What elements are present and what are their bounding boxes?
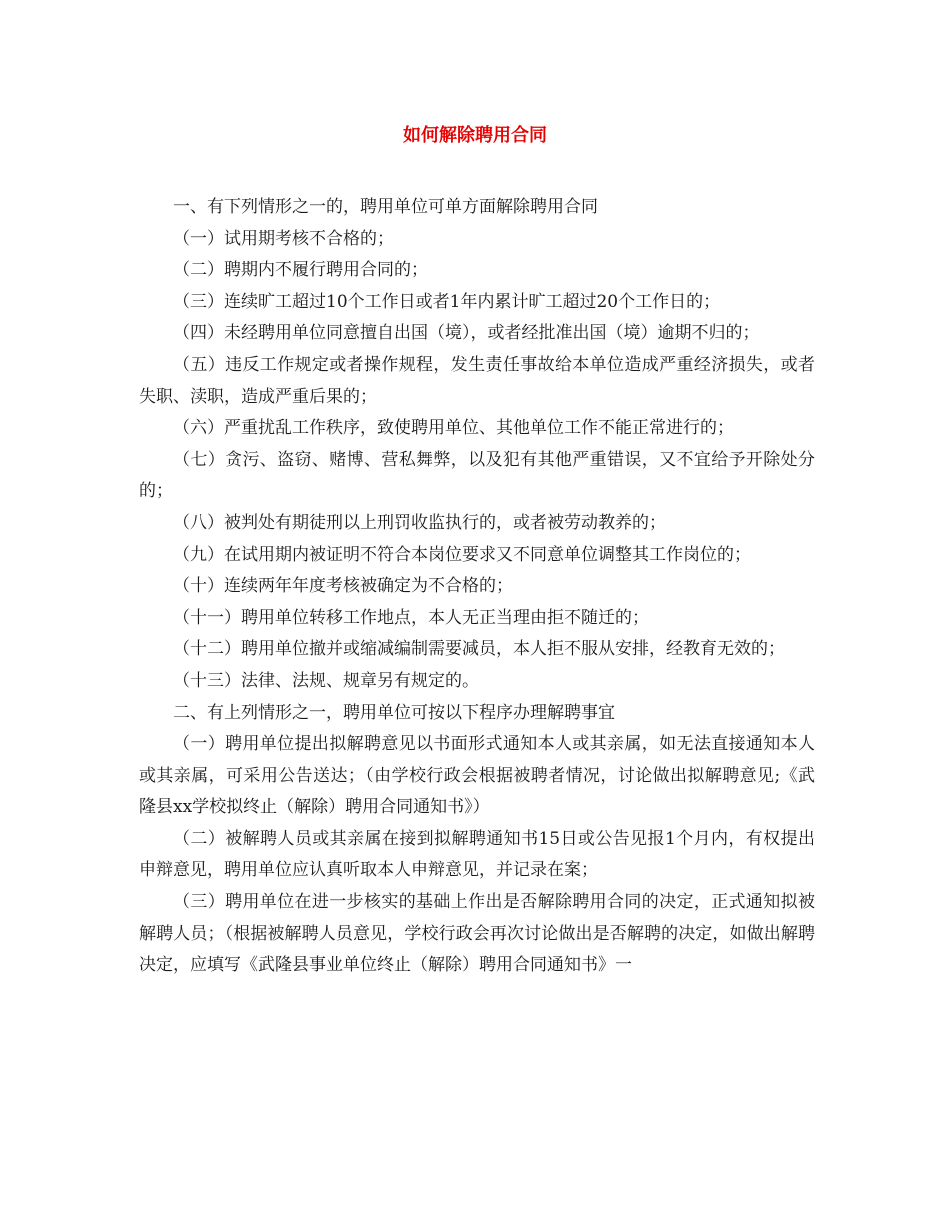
paragraph: （十三）法律、法规、规章另有规定的。 (173, 670, 479, 691)
paragraph: （四）未经聘用单位同意擅自出国（境），或者经批准出国（境）逾期不归的； (173, 323, 760, 344)
paragraph: （九）在试用期内被证明不符合本岗位要求又不同意单位调整其工作岗位的； (173, 544, 751, 565)
paragraph: （一）聘用单位提出拟解聘意见以书面形式通知本人或其亲属，如无法直接通知本人或其亲属，可采用公告送达；（由学校行政会根据被聘者情况，讨论做出拟解聘意见;《武隆县xx学校拟终止（解除）聘用合同通知书》） (139, 734, 815, 818)
paragraph: （六）严重扰乱工作秩序，致使聘用单位、其他单位工作不能正常进行的； (173, 418, 734, 439)
document-body (139, 192, 815, 982)
paragraph: （五）违反工作规定或者操作规程，发生责任事故给本单位造成严重经济损失，或者失职、渎职，造成严重后果的； (139, 354, 815, 407)
paragraph: （一）试用期考核不合格的； (173, 228, 394, 249)
paragraph: （十）连续两年年度考核被确定为不合格的； (173, 576, 513, 597)
paragraph: （七）贪污、盗窃、赌博、营私舞弊，以及犯有其他严重错误，又不宜给予开除处分的； (139, 449, 815, 502)
paragraph: （十二）聘用单位撤并或缩减编制需要减员，本人拒不服从安排，经教育无效的； (173, 639, 785, 660)
paragraph: 二、有上列情形之一，聘用单位可按以下程序办理解聘事宜 (173, 702, 615, 723)
document-title: 如何解除聘用合同 (403, 125, 547, 146)
paragraph: （三）连续旷工超过10个工作日或者1年内累计旷工超过20个工作日的； (173, 291, 721, 312)
paragraph: （二）聘期内不履行聘用合同的； (173, 260, 428, 281)
paragraph: （二）被解聘人员或其亲属在接到拟解聘通知书15日或公告见报1个月内，有权提出申辩意见，聘用单位应认真听取本人申辩意见，并记录在案； (139, 828, 815, 881)
paragraph: （三）聘用单位在进一步核实的基础上作出是否解除聘用合同的决定，正式通知拟被解聘人员；（根据被解聘人员意见，学校行政会再次讨论做出是否解聘的决定，如做出解聘决定，应填写《武隆县事业单位终止（解除）聘用合同通知书》一 (139, 892, 815, 976)
paragraph: （十一）聘用单位转移工作地点，本人无正当理由拒不随迁的； (173, 607, 649, 628)
paragraph: （八）被判处有期徒刑以上刑罚收监执行的，或者被劳动教养的； (173, 512, 666, 533)
paragraph: 一、有下列情形之一的，聘用单位可单方面解除聘用合同 (173, 197, 598, 217)
